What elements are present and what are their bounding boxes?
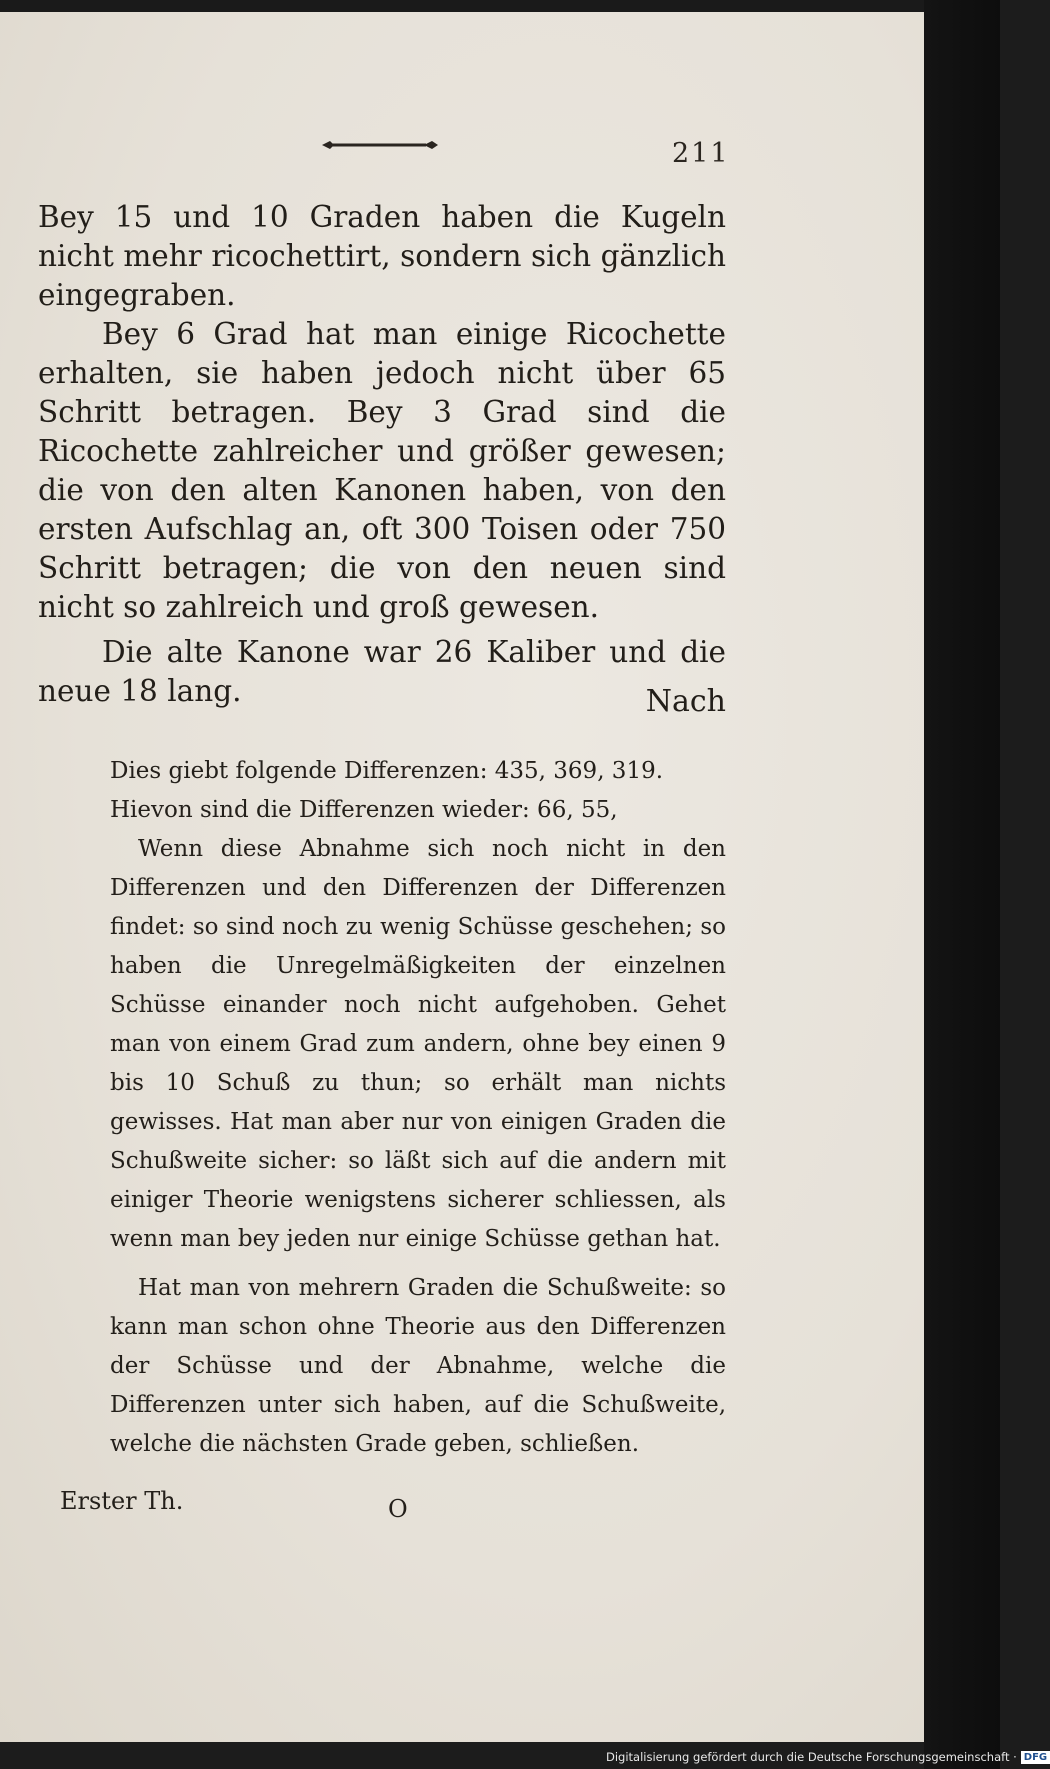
header-ornament [320,139,440,151]
main-text [38,198,726,711]
digitization-credit-text: Digitalisierung gefördert durch die Deutsche Forschungsgemeinschaft · [606,1750,1017,1764]
page-number: 211 [672,138,730,169]
footnote [110,752,726,1464]
dfg-logo: DFG [1021,1751,1050,1764]
catchword: Nach [645,684,726,719]
footnote-line-1: Dies giebt folgende Differenzen: 435, 369, 319. [110,758,664,784]
book-page [0,12,924,1742]
signature-label: Erster Th. [60,1487,184,1515]
footnote-paragraph-2: Hat man von mehrern Graden die Schußweite: so kann man schon ohne Theorie aus den Differenzen der Schüsse und der Abnahme, welche die Differenzen unter sich haben, auf die Schußweite, welche die nächsten Grade geben, schließen. [110,1275,726,1457]
digitization-credit [606,1750,1048,1764]
paragraph-3: Die alte Kanone war 26 Kaliber und die neue 18 lang. [38,635,726,708]
footnote-line-2: Hievon sind die Differenzen wieder: 66, 55, [110,797,618,823]
footnote-paragraph-1: Wenn diese Abnahme sich noch nicht in den Differenzen und den Differenzen der Differenzen findet: so sind noch zu wenig Schüsse geschehen; so haben die Unregelmäßigkeiten der einzelnen Schüsse einander noch nicht aufgehoben. Gehet man von einem Grad zum andern, ohne bey einen 9 bis 10 Schuß zu thun; so erhält man nichts gewisses. Hat man aber nur von einigen Graden die Schußweite sicher: so läßt sich auf die andern mit einiger Theorie wenigstens sicherer schliessen, als wenn man bey jeden nur einige Schüsse gethan hat. [110,836,726,1252]
paragraph-2: Bey 6 Grad hat man einige Ricochette erhalten, sie haben jedoch nicht über 65 Schritt betragen. Bey 3 Grad sind die Ricochette zahlreicher und größer gewesen; die von den alten Kanonen haben, von den ersten Aufschlag an, oft 300 Toisen oder 750 Schritt betragen; die von den neuen sind nicht so zahlreich und groß gewesen. [38,317,726,624]
paragraph-1: Bey 15 und 10 Graden haben die Kugeln nicht mehr ricochettirt, sondern sich gänzlich eingegraben. [38,200,726,312]
signature-mark: O [388,1495,408,1523]
scan-right-edge [924,0,1000,1769]
